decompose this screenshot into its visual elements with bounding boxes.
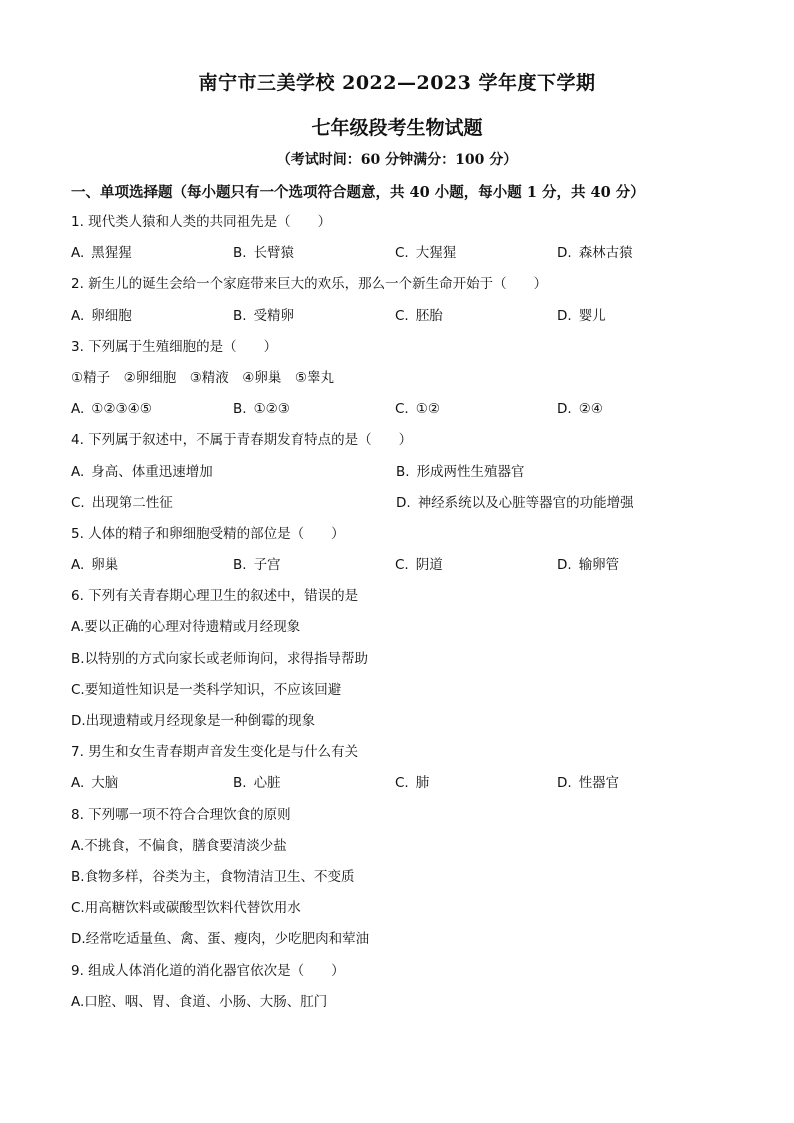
option-d: D. 森林古猿 (557, 245, 633, 262)
option-a: A. 卵巢 (71, 557, 119, 574)
option-a: A. ①②③④⑤ (71, 401, 152, 418)
option-b: B. 子宫 (233, 557, 281, 574)
question-stem: 4. 下列属于叙述中，不属于青春期发育特点的是（ ） (71, 432, 413, 449)
option-b: B. 心脏 (233, 775, 281, 792)
options-row (71, 773, 751, 804)
option-a: A. 黑猩猩 (71, 245, 132, 262)
options-row (71, 306, 751, 337)
question-stem: 8. 下列哪一项不符合合理饮食的原则 (71, 806, 291, 823)
question-stem: 7. 男生和女生青春期声音发生变化是与什么有关 (71, 744, 359, 761)
exam-subtitle: 七年级段考生物试题 (311, 117, 483, 139)
option-d: D. 神经系统以及心脏等器官的功能增强 (396, 494, 634, 511)
exam-info: （考试时间：60 分钟满分：100 分） (276, 152, 518, 168)
option-a: A. 身高、体重迅速增加 (71, 463, 213, 480)
option-c: C. 胚胎 (395, 307, 443, 324)
option-c: C.要知道性知识是一类科学知识，不应该回避 (71, 681, 342, 698)
options-row (71, 555, 751, 586)
option-b: B.以特别的方式向家长或老师询问，求得指导帮助 (71, 650, 369, 667)
option-d: D. 性器官 (557, 775, 620, 792)
exam-title: 南宁市三美学校 2022—2023 学年度下学期 (198, 72, 596, 94)
option-d: D. 婴儿 (557, 307, 606, 324)
question-stem: 3. 下列属于生殖细胞的是（ ） (71, 338, 278, 355)
options-row (71, 243, 751, 274)
question-stem: 5. 人体的精子和卵细胞受精的部位是（ ） (71, 525, 345, 542)
option-c: C. 大猩猩 (395, 245, 457, 262)
question-stem: 2. 新生儿的诞生会给一个家庭带来巨大的欢乐，那么一个新生命开始于（ ） (71, 276, 548, 293)
option-b: B.食物多样，谷类为主，食物清洁卫生、不变质 (71, 868, 355, 885)
option-c: C. ①② (395, 401, 440, 418)
question-items: ①精子 ②卵细胞 ③精液 ④卵巢 ⑤睾丸 (71, 369, 335, 386)
option-d: D.经常吃适量鱼、禽、蛋、瘦肉，少吃肥肉和荤油 (71, 931, 370, 948)
options-row (71, 493, 751, 524)
option-a: A. 卵细胞 (71, 307, 132, 324)
option-a: A.要以正确的心理对待遗精或月经现象 (71, 619, 301, 636)
option-d: D. ②④ (557, 401, 603, 418)
section-title: 一、单项选择题（每小题只有一个选项符合题意，共 40 小题，每小题 1 分，共 40 分） (71, 184, 645, 201)
options-row (71, 399, 751, 430)
option-c: C. 肺 (395, 775, 430, 792)
option-c: C. 出现第二性征 (71, 494, 173, 511)
option-b: B. 形成两性生殖器官 (396, 463, 525, 480)
option-b: B. 长臂猿 (233, 245, 295, 262)
options-row (71, 462, 751, 493)
option-a: A.口腔、咽、胃、食道、小肠、大肠、肛门 (71, 993, 328, 1010)
option-c: C. 阴道 (395, 557, 443, 574)
question-stem: 6. 下列有关青春期心理卫生的叙述中，错误的是 (71, 588, 359, 605)
option-d: D.出现遗精或月经现象是一种倒霉的现象 (71, 713, 316, 729)
option-a: A. 大脑 (71, 775, 119, 792)
question-list (71, 212, 751, 1023)
option-a: A.不挑食，不偏食，膳食要清淡少盐 (71, 837, 287, 854)
question-stem: 9. 组成人体消化道的消化器官依次是（ ） (71, 962, 345, 979)
option-d: D. 输卵管 (557, 557, 620, 574)
option-c: C.用高糖饮料或碳酸型饮料代替饮用水 (71, 900, 301, 917)
option-b: B. ①②③ (233, 401, 290, 418)
question-stem: 1. 现代类人猿和人类的共同祖先是（ ） (71, 214, 332, 230)
option-b: B. 受精卵 (233, 307, 295, 324)
